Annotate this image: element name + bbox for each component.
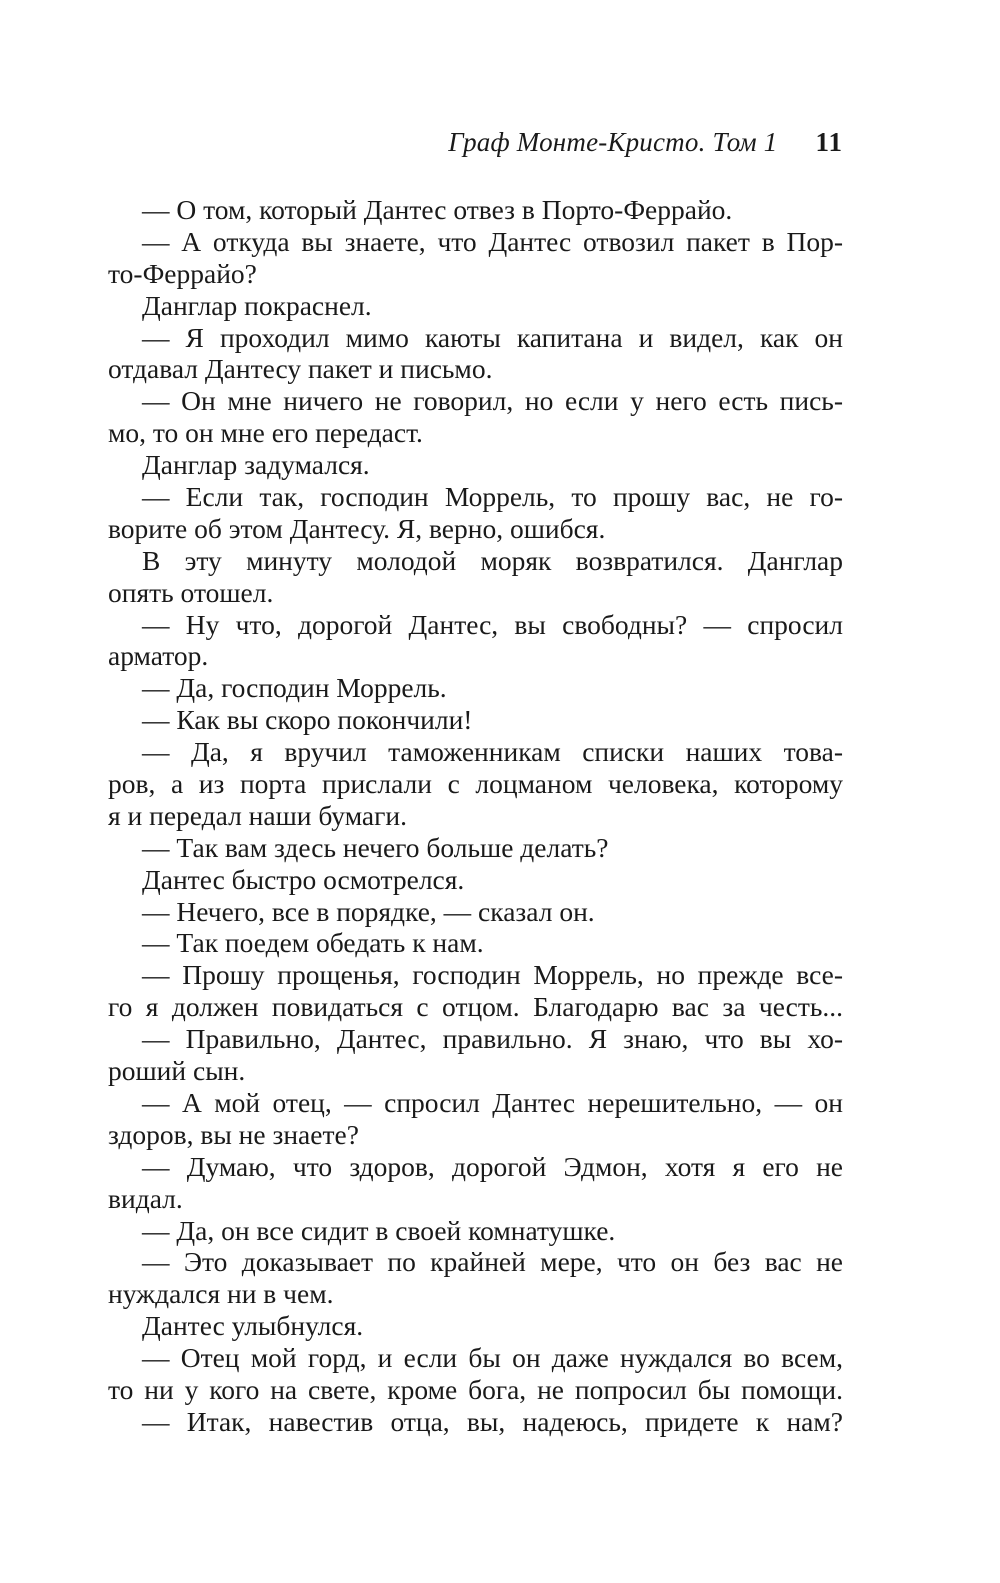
text-line: ров, а из порта прислали с лоцманом человека, которому [108, 768, 843, 800]
text-line: — Отец мой горд, и если бы он даже нуждался во всем, [142, 1342, 843, 1374]
text-line: — Да, господин Моррель. [142, 672, 447, 704]
text-line: отдавал Дантесу пакет и письмо. [108, 353, 493, 385]
text-line: то-Феррайо? [108, 257, 257, 289]
text-line: Дантес быстро осмотрелся. [142, 863, 465, 895]
text-line: — Ну что, дорогой Дантес, вы свободны? — спросил [142, 608, 843, 640]
text-line: здоров, вы не знаете? [108, 1118, 359, 1150]
text-line: — Он мне ничего не говорил, но если у него есть пись- [142, 385, 843, 417]
text-line: го я должен повидаться с отцом. Благодарю вас за честь... [108, 991, 843, 1023]
text-line: ворите об этом Дантесу. Я, верно, ошибся. [108, 512, 606, 544]
page-number: 11 [815, 127, 843, 157]
text-line: Дантес улыбнулся. [142, 1310, 364, 1342]
text-line: — А мой отец, — спросил Дантес нерешительно, — он [142, 1086, 843, 1118]
text-line: — Это доказывает по крайней мере, что он без вас не [142, 1246, 843, 1278]
text-line: Данглар задумался. [142, 449, 370, 481]
text-line: — Я проходил мимо каюты капитана и видел, как он [142, 321, 843, 353]
text-line: — Правильно, Дантес, правильно. Я знаю, что вы хо- [142, 1023, 843, 1055]
text-line: роший сын. [108, 1055, 246, 1087]
text-line: — Как вы скоро покончили! [142, 704, 473, 736]
body-text [108, 194, 843, 1438]
text-line: арматор. [108, 640, 209, 672]
text-line: то ни у кого на свете, кроме бога, не попросил бы помощи. [108, 1373, 843, 1405]
text-line: Данглар покраснел. [142, 289, 372, 321]
text-line: — Так вам здесь нечего больше делать? [142, 831, 609, 863]
text-line: — Прошу прощенья, господин Моррель, но прежде все- [142, 959, 843, 991]
text-line: — Да, он все сидит в своей комнатушке. [142, 1214, 616, 1246]
text-line: — Если так, господин Моррель, то прошу вас, не го- [142, 481, 843, 513]
text-line: я и передал наши бумаги. [108, 799, 407, 831]
text-line: видал. [108, 1182, 183, 1214]
text-line: — Так поедем обедать к нам. [142, 927, 484, 959]
text-line: — Нечего, все в порядке, — сказал он. [142, 895, 595, 927]
text-line: — Да, я вручил таможенникам списки наших това- [142, 736, 843, 768]
text-line: нуждался ни в чем. [108, 1278, 334, 1310]
text-line: — Итак, навестив отца, вы, надеюсь, придете к нам? [142, 1405, 843, 1437]
text-line: В эту минуту молодой моряк возвратился. Данглар [142, 544, 843, 576]
running-head [108, 122, 843, 162]
text-line: — А откуда вы знаете, что Дантес отвозил пакет в Пор- [142, 225, 843, 257]
text-line: опять отошел. [108, 576, 274, 608]
text-line: мо, то он мне его передаст. [108, 417, 423, 449]
text-line: — О том, который Дантес отвез в Порто-Феррайо. [142, 194, 733, 225]
running-title: Граф Монте-Кристо. Том 1 [448, 127, 778, 157]
text-line: — Думаю, что здоров, дорогой Эдмон, хотя я его не [142, 1150, 843, 1182]
